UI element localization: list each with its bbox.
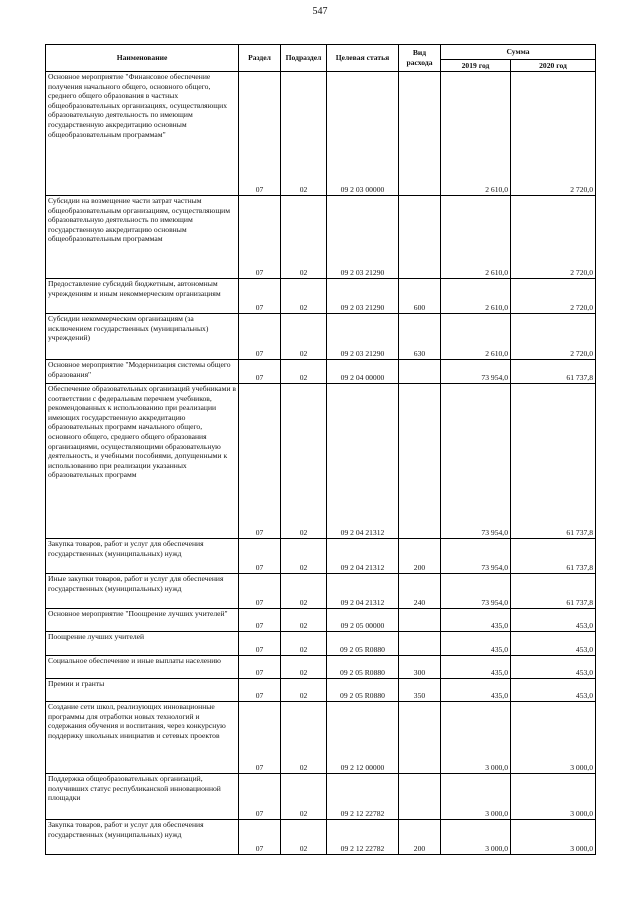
row-amount-2020: 61 737,8 — [511, 360, 596, 384]
row-amount-2019: 3 000,0 — [441, 774, 511, 820]
row-amount-2019: 2 610,0 — [441, 196, 511, 279]
row-expense-type: 300 — [399, 656, 441, 679]
header-section: Раздел — [239, 45, 281, 72]
table-row — [46, 279, 596, 314]
row-section: 07 — [239, 539, 281, 574]
row-amount-2020: 61 737,8 — [511, 574, 596, 609]
row-name: Закупка товаров, работ и услуг для обеспечения государственных (муниципальных) нужд — [46, 820, 239, 855]
header-sum: Сумма — [441, 45, 596, 60]
row-amount-2019: 435,0 — [441, 609, 511, 632]
header-year-2020: 2020 год — [511, 60, 596, 72]
row-subsection: 02 — [281, 196, 327, 279]
row-article: 09 2 12 22782 — [327, 820, 399, 855]
row-subsection: 02 — [281, 314, 327, 360]
row-expense-type: 200 — [399, 820, 441, 855]
row-amount-2020: 2 720,0 — [511, 314, 596, 360]
row-amount-2019: 3 000,0 — [441, 702, 511, 774]
row-subsection: 02 — [281, 702, 327, 774]
header-subsection: Подраздел — [281, 45, 327, 72]
row-name: Основное мероприятие "Модернизация системы общего образования" — [46, 360, 239, 384]
row-section: 07 — [239, 702, 281, 774]
row-name: Предоставление субсидий бюджетным, автономным учреждениям и иным некоммерческим организациям — [46, 279, 239, 314]
row-expense-type — [399, 609, 441, 632]
row-subsection: 02 — [281, 609, 327, 632]
row-expense-type: 200 — [399, 539, 441, 574]
table-row — [46, 679, 596, 702]
table-row — [46, 632, 596, 656]
row-amount-2020: 3 000,0 — [511, 820, 596, 855]
row-amount-2020: 61 737,8 — [511, 539, 596, 574]
row-subsection: 02 — [281, 384, 327, 539]
row-subsection: 02 — [281, 774, 327, 820]
row-amount-2019: 2 610,0 — [441, 279, 511, 314]
row-article: 09 2 05 R0880 — [327, 656, 399, 679]
row-section: 07 — [239, 279, 281, 314]
table-row — [46, 574, 596, 609]
row-article: 09 2 03 21290 — [327, 279, 399, 314]
row-amount-2020: 3 000,0 — [511, 774, 596, 820]
row-subsection: 02 — [281, 360, 327, 384]
row-article: 09 2 12 22782 — [327, 774, 399, 820]
row-expense-type — [399, 632, 441, 656]
row-name: Поддержка общеобразовательных организаций, получивших статус республиканской инновационной площадки — [46, 774, 239, 820]
row-article: 09 2 03 21290 — [327, 314, 399, 360]
table-row — [46, 656, 596, 679]
row-name: Социальное обеспечение и иные выплаты населению — [46, 656, 239, 679]
row-amount-2019: 435,0 — [441, 656, 511, 679]
row-name: Создание сети школ, реализующих инновационные программы для отработки новых технологий и содержания обучения и воспитания, через конкурсную поддержку школьных инициатив и сетевых проектов — [46, 702, 239, 774]
row-section: 07 — [239, 314, 281, 360]
row-section: 07 — [239, 609, 281, 632]
row-subsection: 02 — [281, 279, 327, 314]
table-row — [46, 384, 596, 539]
row-section: 07 — [239, 774, 281, 820]
row-amount-2020: 3 000,0 — [511, 702, 596, 774]
row-expense-type — [399, 72, 441, 196]
row-amount-2019: 73 954,0 — [441, 574, 511, 609]
row-amount-2019: 2 610,0 — [441, 314, 511, 360]
row-expense-type: 350 — [399, 679, 441, 702]
row-article: 09 2 04 21312 — [327, 384, 399, 539]
row-amount-2020: 453,0 — [511, 632, 596, 656]
row-name: Поощрение лучших учителей — [46, 632, 239, 656]
row-section: 07 — [239, 360, 281, 384]
header-expense-type: Вид расхода — [399, 45, 441, 72]
header-target-article: Целевая статья — [327, 45, 399, 72]
page-number: 547 — [312, 6, 328, 17]
row-section: 07 — [239, 820, 281, 855]
row-amount-2020: 453,0 — [511, 656, 596, 679]
row-section: 07 — [239, 384, 281, 539]
row-name: Субсидии некоммерческим организациям (за исключением государственных (муниципальных) учреждений) — [46, 314, 239, 360]
row-subsection: 02 — [281, 72, 327, 196]
row-amount-2020: 2 720,0 — [511, 72, 596, 196]
row-amount-2020: 2 720,0 — [511, 279, 596, 314]
table-row — [46, 609, 596, 632]
row-article: 09 2 05 R0880 — [327, 632, 399, 656]
row-subsection: 02 — [281, 820, 327, 855]
row-subsection: 02 — [281, 539, 327, 574]
row-amount-2019: 73 954,0 — [441, 384, 511, 539]
row-section: 07 — [239, 679, 281, 702]
row-amount-2019: 73 954,0 — [441, 539, 511, 574]
row-article: 09 2 05 00000 — [327, 609, 399, 632]
row-expense-type: 240 — [399, 574, 441, 609]
header-name: Наименование — [46, 45, 239, 72]
row-subsection: 02 — [281, 656, 327, 679]
row-amount-2020: 61 737,8 — [511, 384, 596, 539]
row-expense-type — [399, 360, 441, 384]
table-row — [46, 314, 596, 360]
row-article: 09 2 03 00000 — [327, 72, 399, 196]
row-amount-2020: 453,0 — [511, 679, 596, 702]
table-row — [46, 539, 596, 574]
table-row — [46, 702, 596, 774]
row-subsection: 02 — [281, 574, 327, 609]
row-article: 09 2 12 00000 — [327, 702, 399, 774]
row-expense-type — [399, 384, 441, 539]
row-amount-2019: 435,0 — [441, 632, 511, 656]
row-article: 09 2 04 21312 — [327, 574, 399, 609]
row-amount-2020: 2 720,0 — [511, 196, 596, 279]
row-section: 07 — [239, 196, 281, 279]
row-expense-type: 600 — [399, 279, 441, 314]
row-amount-2019: 435,0 — [441, 679, 511, 702]
table-row — [46, 360, 596, 384]
row-section: 07 — [239, 72, 281, 196]
header-year-2019: 2019 год — [441, 60, 511, 72]
row-section: 07 — [239, 632, 281, 656]
table-row — [46, 820, 596, 855]
row-subsection: 02 — [281, 679, 327, 702]
row-article: 09 2 03 21290 — [327, 196, 399, 279]
row-expense-type — [399, 774, 441, 820]
row-expense-type — [399, 702, 441, 774]
row-amount-2019: 73 954,0 — [441, 360, 511, 384]
table-row — [46, 72, 596, 196]
table-row — [46, 774, 596, 820]
row-name: Субсидии на возмещение части затрат частным общеобразовательным организациям, осуществляющим образовательную деятельность по имеющим государственную аккредитацию основным общеобразовательным программам — [46, 196, 239, 279]
row-name: Премии и гранты — [46, 679, 239, 702]
row-expense-type — [399, 196, 441, 279]
row-article: 09 2 05 R0880 — [327, 679, 399, 702]
row-name: Основное мероприятие "Поощрение лучших учителей" — [46, 609, 239, 632]
row-amount-2019: 2 610,0 — [441, 72, 511, 196]
row-name: Основное мероприятие "Финансовое обеспечение получения начального общего, основного общего, среднего общего образования в частных общеобразовательных организациях, осуществляющих образовательную деятельность по имеющим государственную аккредитацию основным общеобразовательным программам" — [46, 72, 239, 196]
row-name: Иные закупки товаров, работ и услуг для обеспечения государственных (муниципальных) нужд — [46, 574, 239, 609]
budget-table — [45, 44, 596, 855]
row-article: 09 2 04 00000 — [327, 360, 399, 384]
row-amount-2020: 453,0 — [511, 609, 596, 632]
row-article: 09 2 04 21312 — [327, 539, 399, 574]
row-section: 07 — [239, 656, 281, 679]
row-subsection: 02 — [281, 632, 327, 656]
row-section: 07 — [239, 574, 281, 609]
table-row — [46, 196, 596, 279]
row-expense-type: 630 — [399, 314, 441, 360]
row-name: Закупка товаров, работ и услуг для обеспечения государственных (муниципальных) нужд — [46, 539, 239, 574]
row-amount-2019: 3 000,0 — [441, 820, 511, 855]
row-name: Обеспечение образовательных организаций учебниками в соответствии с федеральным перечнем учебников, рекомендованных к использованию при реализации имеющих государственную аккредитацию образовательных программ начального общего, основного общего, среднего общего образования организациями, осуществляющими образовательную деятельность, и учебными пособиями, допущенными к использованию при реализации указанных образовательных программ — [46, 384, 239, 539]
